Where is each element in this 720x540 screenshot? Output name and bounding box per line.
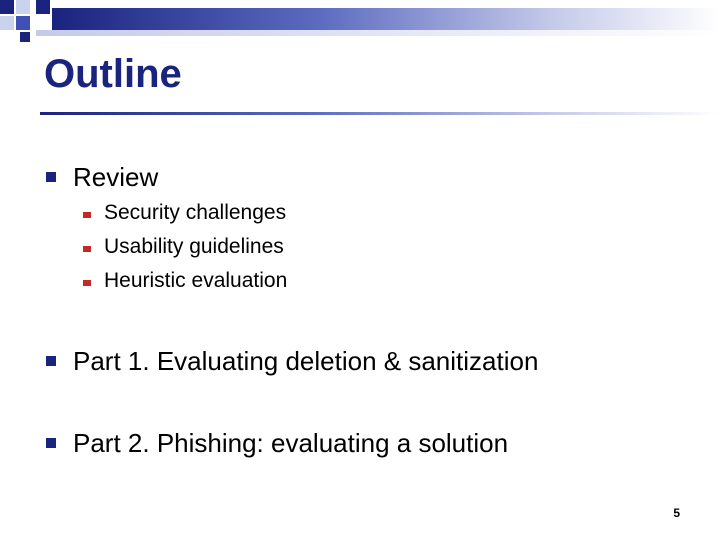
- small-square-bullet-icon: [83, 212, 91, 218]
- small-square-bullet-icon: [83, 246, 91, 252]
- square-bullet-icon: [46, 356, 56, 366]
- decoration-square: [16, 0, 30, 14]
- outline-subitem-security: Security challenges: [104, 201, 287, 224]
- title-divider: [40, 112, 720, 115]
- page-number: 5: [673, 506, 680, 520]
- decoration-square: [20, 32, 30, 42]
- header-band-light: [36, 30, 720, 36]
- slide-title: Outline: [44, 52, 182, 96]
- small-square-bullet-icon: [83, 280, 91, 286]
- decoration-square: [0, 0, 14, 14]
- outline-subitem-usability: Usability guidelines: [104, 235, 284, 258]
- outline-item-part2: Part 2. Phishing: evaluating a solution: [73, 428, 509, 458]
- outline-item-part1: Part 1. Evaluating deletion & sanitization: [73, 346, 539, 376]
- decoration-square: [36, 0, 50, 14]
- decoration-square: [0, 16, 14, 30]
- decoration-square: [16, 16, 30, 30]
- square-bullet-icon: [46, 438, 56, 448]
- outline-subitem-heuristic: Heuristic evaluation: [104, 269, 288, 292]
- header-band: [52, 8, 720, 30]
- corner-decoration: [0, 0, 60, 50]
- outline-item-review: Review: [73, 162, 159, 192]
- square-bullet-icon: [46, 172, 56, 182]
